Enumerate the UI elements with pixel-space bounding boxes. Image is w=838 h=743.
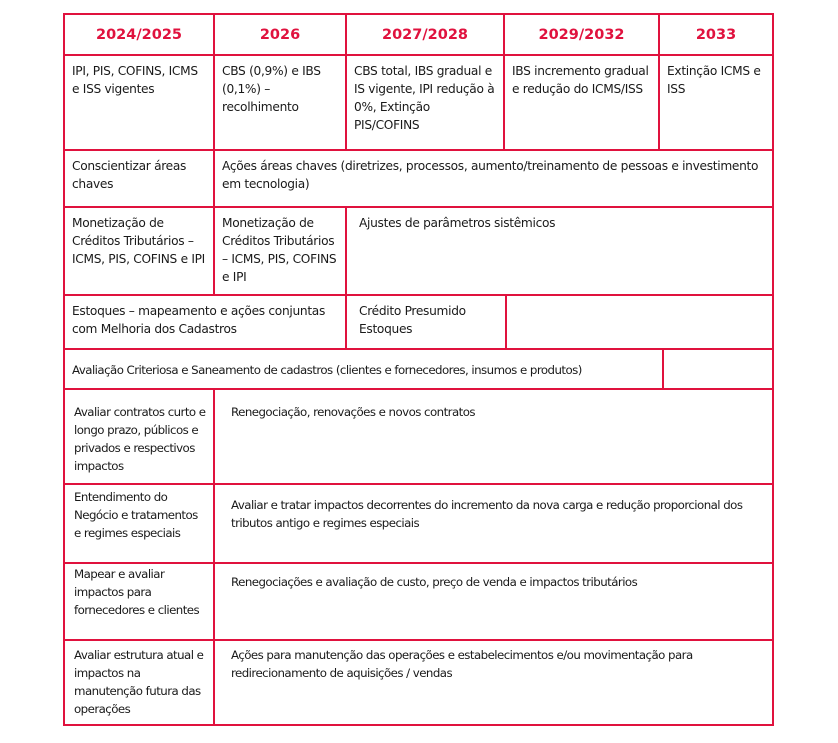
stock-empty bbox=[505, 294, 774, 350]
header-2024-2025: 2024/2025 bbox=[63, 13, 215, 56]
awareness-label: Conscientizar áreas chaves bbox=[63, 149, 215, 208]
action-label-contracts: Avaliar contratos curto e longo prazo, públicos e privados e respectivos impactos bbox=[63, 388, 215, 485]
action-label-suppliers: Mapear e avaliar impactos para fornecedores e clientes bbox=[63, 562, 215, 641]
credits-2026: Monetização de Créditos Tributários – ICMS, PIS, COFINS e IPI bbox=[213, 206, 347, 296]
stock-presumed-credit: Crédito Presumido Estoques bbox=[345, 294, 507, 350]
taxes-2026: CBS (0,9%) e IBS (0,1%) – recolhimento bbox=[213, 54, 347, 151]
taxes-2033: Extinção ICMS e ISS bbox=[658, 54, 774, 151]
stock-mapping: Estoques – mapeamento e ações conjuntas com Melhoria dos Cadastros bbox=[63, 294, 347, 350]
action-structure: Ações para manutenção das operações e estabelecimentos e/ou movimentação para redirecionamento de aquisições / vendas bbox=[213, 639, 774, 726]
taxes-2024-2025: IPI, PIS, COFINS, ICMS e ISS vigentes bbox=[63, 54, 215, 151]
action-contracts: Renegociação, renovações e novos contratos bbox=[213, 388, 774, 485]
header-2033: 2033 bbox=[658, 13, 774, 56]
header-2029-2032: 2029/2032 bbox=[503, 13, 660, 56]
action-suppliers: Renegociações e avaliação de custo, preço de venda e impactos tributários bbox=[213, 562, 774, 641]
credits-2024-2025: Monetização de Créditos Tributários – ICMS, PIS, COFINS e IPI bbox=[63, 206, 215, 296]
registry-evaluation: Avaliação Criteriosa e Saneamento de cadastros (clientes e fornecedores, insumos e produtos) bbox=[63, 348, 664, 390]
header-2026: 2026 bbox=[213, 13, 347, 56]
taxes-2027-2028: CBS total, IBS gradual e IS vigente, IPI redução à 0%, Extinção PIS/COFINS bbox=[345, 54, 505, 151]
taxes-2029-2032: IBS incremento gradual e redução do ICMS/ISS bbox=[503, 54, 660, 151]
header-2027-2028: 2027/2028 bbox=[345, 13, 505, 56]
awareness-actions: Ações áreas chaves (diretrizes, processos, aumento/treinamento de pessoas e investimento em tecnologia) bbox=[213, 149, 774, 208]
registry-empty bbox=[662, 348, 774, 390]
action-label-structure: Avaliar estrutura atual e impactos na manutenção futura das operações bbox=[63, 639, 215, 726]
action-business: Avaliar e tratar impactos decorrentes do incremento da nova carga e redução proporcional dos tributos antigo e regimes especiais bbox=[213, 483, 774, 564]
action-label-business: Entendimento do Negócio e tratamentos e regimes especiais bbox=[63, 483, 215, 564]
credits-parameters: Ajustes de parâmetros sistêmicos bbox=[345, 206, 774, 296]
